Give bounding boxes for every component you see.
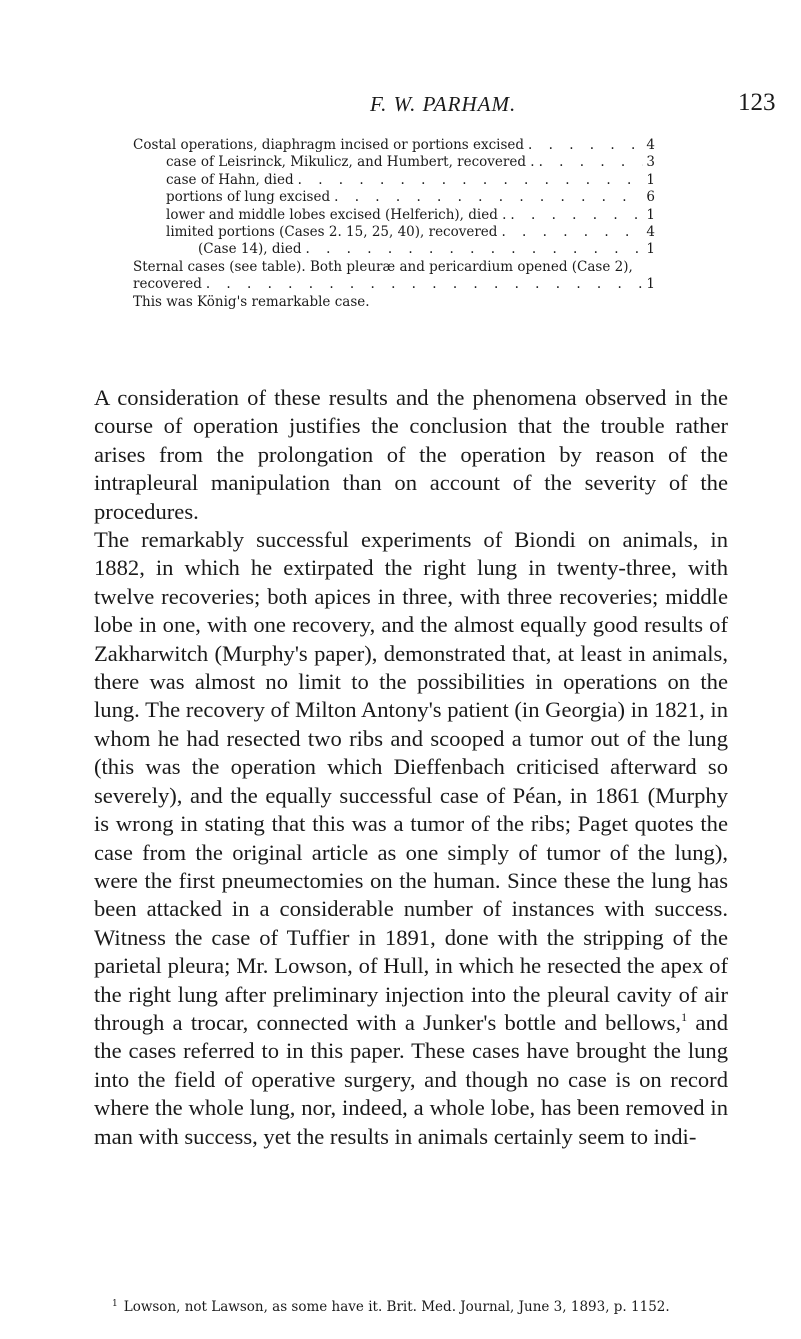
summary-line: lower and middle lobes excised (Helferich), died . . . . 1 [133,207,655,224]
paragraph: A consideration of these results and the phenomena observed in the course of operation justifies the conclusion that the trouble rather arises from the prolongation of the operation by reason of the intrapleural manipulation than on account of the severity of the procedures. [94,385,728,524]
summary-line: limited portions (Cases 2. 15, 25, 40), recovered . . . 4 [133,224,655,241]
leader-dots [535,154,643,171]
paragraph [94,526,728,1151]
body-text [94,384,728,1151]
footnote [112,1296,732,1316]
leader-dots [202,276,643,293]
case-summary-list [133,137,655,311]
summary-line: Sternal cases (see table). Both pleuræ and pericardium opened (Case 2), [133,258,633,275]
running-head: F. W. PARHAM. [370,92,517,116]
summary-line: (Case 14), died . . . 1 [133,241,655,258]
summary-line: Costal operations, diaphragm incised or portions excised . . . 4 [133,137,655,154]
summary-line: case of Leisrinck, Mikulicz, and Humbert, recovered . . . . 3 [133,154,655,171]
leader-dots [497,224,643,241]
summary-line: case of Hahn, died . . . 1 [133,172,655,189]
footnote-reference: 1 [681,1009,688,1024]
footnote-mark: 1 [112,1299,118,1309]
leader-dots [506,207,643,224]
page-header [0,89,801,122]
leader-dots [294,172,643,189]
leader-dots [524,137,643,154]
leader-dots [301,241,643,258]
leader-dots [330,189,643,206]
page-number: 123 [738,89,776,116]
summary-line: portions of lung excised . . . 6 [133,189,655,206]
summary-line: This was König's remarkable case. [133,293,370,310]
summary-line: recovered . . . 1 [133,276,655,293]
paragraph-text: and the cases referred to in this paper. These cases have brought the lung into the field of operative surgery, and though no case is on record where the whole lung, nor, indeed, a whole lobe, has been removed in man with success, yet the results in animals certainly seem to indi- [94,1009,728,1149]
footnote-text: Lowson, not Lawson, as some have it. Brit. Med. Journal, June 3, 1893, p. 1152. [123,1299,670,1315]
paragraph-text: The remarkably successful experiments of Biondi on animals, in 1882, in which he extirpated the right lung in twenty-three, with twelve recoveries; both apices in three, with three recoveries; middle lobe in one, with one recovery, and the almost equally good results of Zakharwitch (Murphy's paper), demonstrated that, at least in animals, there was almost no limit to the possibilities in operations on the lung. The recovery of Milton Antony's patient (in Georgia) in 1821, in whom he had resected two ribs and scooped a tumor out of the lung (this was the operation which Dieffenbach criticised afterward so severely), and the equally successful case of Péan, in 1861 (Murphy is wrong in stating that this was a tumor of the ribs; Paget quotes the case from the original article as one simply of tumor of the lung), were the first pneumectomies on the human. Since these the lung has been attacked in a considerable number of instances with success. Witness the case of Tuffier in 1891, done with the stripping of the parietal pleura; Mr. Lowson, of Hull, in which he resected the apex of the right lung after preliminary injection into the pleural cavity of air through a trocar, connected with a Junker's bottle and bellows, [94,527,728,1035]
